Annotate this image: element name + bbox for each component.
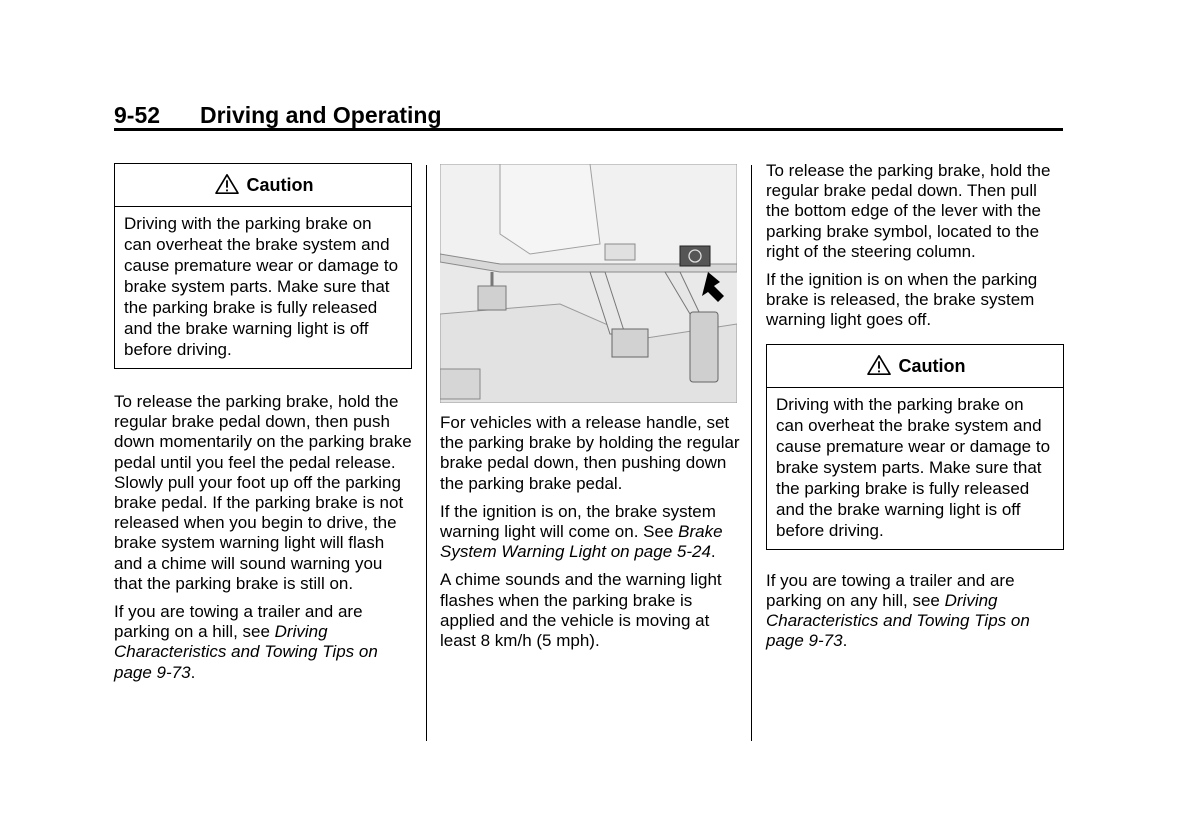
paragraph-release-pedal: To release the parking brake, hold the regular brake pedal down, then push down momentarily on the parking brake pedal until you feel the pedal release. Slowly pull your foot up off the parking brake pedal. If the parking brake is not released when you begin to drive, the brake system warning light will flash and a chime will sound warning you that the parking brake is still on.	[114, 392, 412, 593]
section-title: Driving and Operating	[200, 102, 442, 128]
caution-body: Driving with the parking brake on can overheat the brake system and cause premature wear or damage to brake system parts. Make sure that the parking brake is fully released and the brake warning light is off before driving.	[124, 214, 399, 359]
paragraph-text: If you are towing a trailer and are parking on a hill, see	[114, 602, 363, 642]
cross-reference-link: Driving Characteristics and Towing Tips on page 9-73	[766, 590, 1030, 651]
page-header	[114, 100, 1062, 130]
cross-reference-link: Brake System Warning Light on page 5-24	[440, 522, 723, 562]
paragraph-towing-hill: If you are towing a trailer and are parking on a hill, see Driving Characteristics and Towing Tips on page 9-73.	[114, 602, 378, 682]
middle-column	[440, 413, 740, 659]
paragraph-towing-any-hill: If you are towing a trailer and are parking on any hill, see Driving Characteristics and Towing Tips on page 9-73.	[766, 570, 1030, 651]
right-column	[766, 161, 1064, 659]
column-divider-right	[751, 165, 752, 741]
caution-heading	[767, 345, 1063, 388]
caution-box-right	[766, 344, 1064, 550]
paragraph-release-handle: For vehicles with a release handle, set the parking brake by holding the regular brake pedal down, then pushing down the parking brake pedal.	[440, 413, 740, 493]
caution-heading-label: Caution	[898, 355, 966, 376]
caution-heading	[115, 164, 411, 207]
paragraph-chime: A chime sounds and the warning light flashes when the parking brake is applied and the vehicle is moving at least 8 km/h (5 mph).	[440, 570, 722, 651]
warning-triangle-icon	[213, 173, 241, 195]
caution-box-left	[114, 163, 412, 369]
paragraph-ignition: If the ignition is on when the parking brake is released, the brake system warning light goes off.	[766, 270, 1038, 330]
caution-heading-label: Caution	[246, 174, 314, 195]
paragraph-release-lever: To release the parking brake, hold the regular brake pedal down. Then pull the bottom edge of the lever with the parking brake symbol, located to the right of the steering column.	[766, 161, 1051, 261]
cross-reference-link: Driving Characteristics and Towing Tips on page 9-73	[114, 622, 378, 682]
page-number: 9-52	[114, 102, 161, 128]
left-column	[114, 163, 412, 691]
warning-triangle-icon	[865, 354, 893, 376]
paragraph-warning-light: If the ignition is on, the brake system warning light will come on. See Brake System Warning Light on page 5-24.	[440, 501, 723, 562]
column-divider-left	[426, 165, 427, 741]
caution-body: Driving with the parking brake on can overheat the brake system and cause premature wear or damage to brake system parts. Make sure that the parking brake is fully released and the brake warning light is off before driving.	[776, 394, 1051, 540]
parking-brake-figure	[440, 164, 737, 403]
parking-brake-release-illustration-icon	[440, 164, 737, 403]
header-rule	[114, 128, 1063, 131]
